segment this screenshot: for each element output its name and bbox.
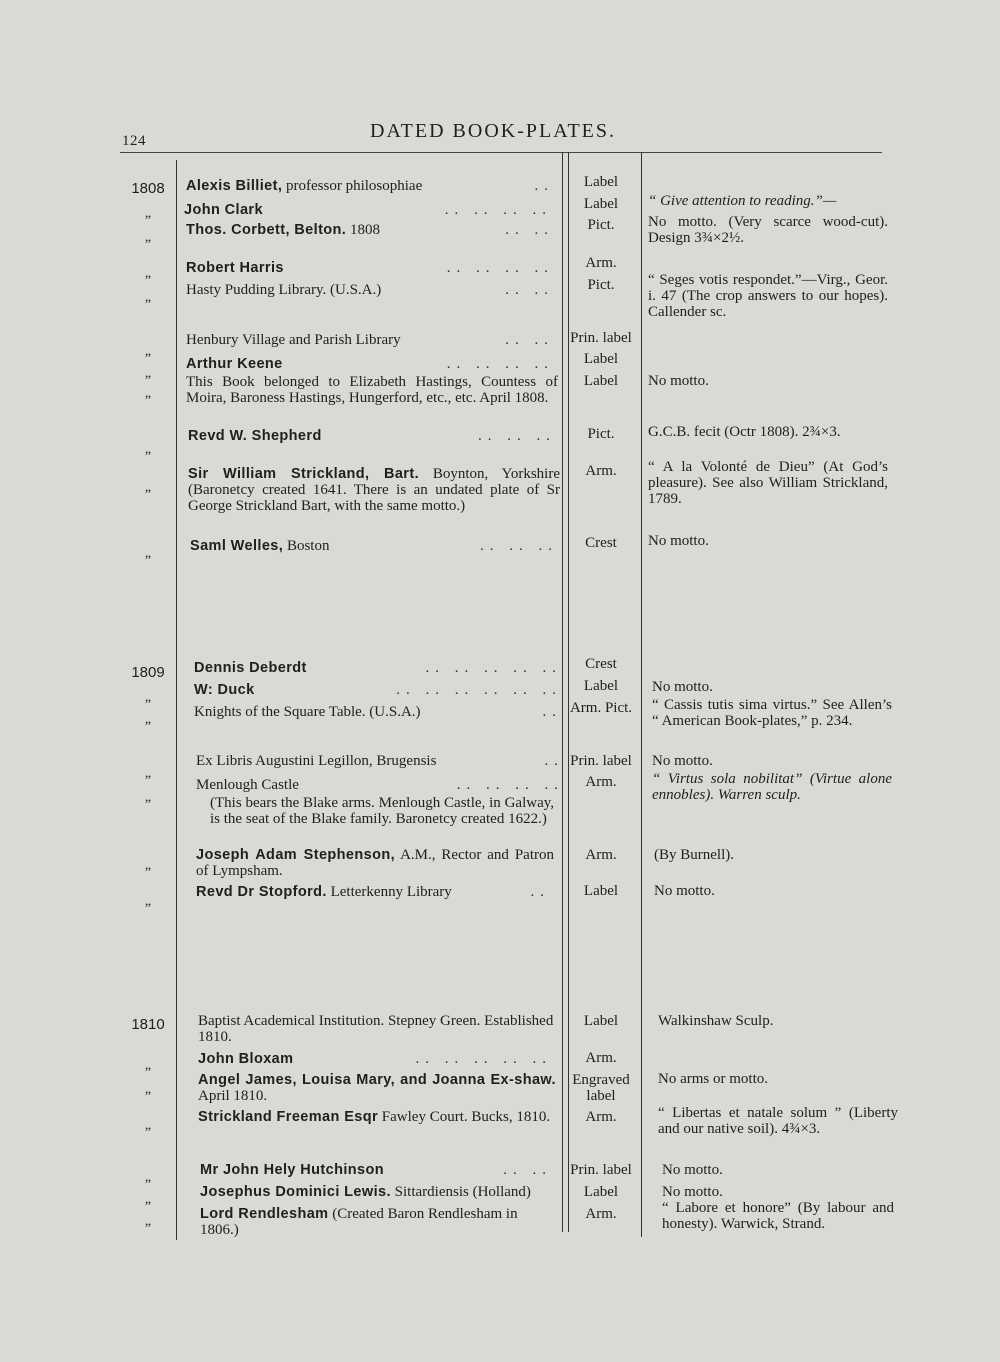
entry-name: Revd Dr Stopford. Letterkenny Library ..: [196, 884, 550, 900]
entry-kind: Arm.: [585, 1050, 617, 1066]
entry-name: [200, 1206, 556, 1238]
entry-note: No motto.: [652, 679, 713, 695]
entry-name: John Bloxam .. .. .. .. ..: [198, 1051, 552, 1067]
entry-date: „: [144, 1170, 152, 1185]
entry-date: „: [144, 1214, 152, 1229]
entry-date: „: [144, 480, 152, 495]
entry-name: Dennis Deberdt .. .. .. .. ..: [194, 660, 562, 676]
entry-note: “ Seges votis respondet.”—Virg., Geor. i. 47 (The crop answers to our hopes). Callender sc.: [648, 272, 888, 320]
entry-date: „: [144, 1058, 152, 1073]
entry-name-rest: Henbury Village and Parish Library: [186, 332, 401, 348]
entry-note: (By Burnell).: [654, 847, 734, 863]
entry-name: Baptist Academical Institution. Stepney Green. Established 1810.: [198, 1013, 554, 1045]
entry-note: No motto.: [654, 883, 715, 899]
entry-name-rest: Boynton, Yorkshire (Baronetcy created 1641. There is an undated plate of Sr George Strickland Bart, with the same motto.): [188, 466, 560, 514]
entry-name: [198, 1072, 556, 1104]
entry-name-bold: Alexis Billiet,: [186, 178, 283, 194]
entry-name-bold: Saml Welles,: [190, 538, 284, 554]
entry-name-rest: Boston: [283, 538, 330, 554]
entry-note-text: “ Give attention to reading.”—: [648, 193, 837, 209]
entry-kind: Arm.: [585, 463, 617, 479]
entry-name-bold: Mr John Hely Hutchinson: [200, 1162, 385, 1178]
page-title: DATED BOOK-PLATES.: [370, 120, 616, 142]
entry-date: „: [144, 1082, 152, 1097]
entry-name: Thos. Corbett, Belton. 1808 .. ..: [186, 222, 554, 238]
entry-note: “ Libertas et natale solum ” (Liberty and our native soil). 4¾×3.: [658, 1105, 898, 1137]
entry-note: No motto.: [662, 1184, 723, 1200]
entry-date: „: [144, 230, 152, 245]
entry-kind: Label: [583, 678, 619, 694]
entry-date: „: [144, 386, 152, 401]
entry-note-text: “ Virtus sola nobilitat” (Virtue alone ennobles). Warren sculp.: [652, 771, 892, 803]
entry-name-rest: Letterkenny Library: [326, 884, 452, 900]
header-rule: [120, 152, 882, 153]
entry-name-rest: Fawley Court. Bucks, 1810.: [378, 1109, 551, 1125]
entry-name-bold: Strickland Freeman Esqr: [198, 1109, 379, 1125]
entry-name: Henbury Village and Parish Library .. ..: [186, 332, 554, 348]
entry-name-rest: A.M., Rector and Patron of Lympsham.: [196, 847, 554, 879]
entry-kind: Arm.: [585, 255, 617, 271]
entry-kind: Engraved label: [572, 1072, 630, 1104]
entry-kind: Label: [583, 196, 619, 212]
entry-kind: Arm.: [585, 847, 617, 863]
entry-name-rest: Ex Libris Augustini Legillon, Brugensis: [196, 753, 437, 769]
entry-name-bold: Lord Rendlesham: [200, 1206, 329, 1222]
entry-note: No motto.: [648, 533, 709, 549]
entry-name-rest: (Created Baron Rendlesham in 1806.): [200, 1206, 518, 1238]
entry-name: Mr John Hely Hutchinson .. ..: [200, 1162, 552, 1178]
entry-name-bold: W: Duck: [194, 682, 255, 698]
entry-name: [188, 466, 560, 514]
entry-name: Ex Libris Augustini Legillon, Brugensis ..: [196, 753, 564, 769]
entry-date: „: [144, 690, 152, 705]
entry-kind: Pict.: [587, 217, 615, 233]
entry-name: Menlough Castle .. .. .. ..: [196, 777, 564, 793]
entry-name-rest: Hasty Pudding Library. (U.S.A.): [186, 282, 382, 298]
entry-note: [648, 193, 888, 209]
column-rule-kind: [641, 152, 642, 1237]
entry-name-bold: Revd W. Shepherd: [188, 428, 322, 444]
entry-name: [196, 847, 554, 879]
entry-date: 1810: [131, 1016, 165, 1033]
entry-name: Saml Welles, Boston .. .. ..: [190, 538, 558, 554]
entry-date: „: [144, 442, 152, 457]
entry-name-bold: Dennis Deberdt: [194, 660, 307, 676]
entry-note: No motto. (Very scarce wood-cut). Design 3¾×2½.: [648, 214, 888, 246]
entry-name-bold: John Bloxam: [198, 1051, 294, 1067]
entry-date: „: [144, 894, 152, 909]
entry-kind: Pict.: [587, 277, 615, 293]
entry-note: Walkinshaw Sculp.: [658, 1013, 774, 1029]
entry-kind: Label: [583, 883, 619, 899]
entry-name: [198, 1109, 556, 1125]
entry-kind: Arm.: [585, 774, 617, 790]
entry-date: „: [144, 1192, 152, 1207]
entry-name-rest: April 1810.: [198, 1088, 268, 1104]
entry-name-bold: Angel James, Louisa Mary, and Joanna Ex-shaw.: [198, 1072, 556, 1088]
entry-kind: Prin. label: [570, 1162, 632, 1178]
entry-kind: Prin. label: [570, 330, 632, 346]
entry-date: „: [144, 1118, 152, 1133]
entry-date: „: [144, 858, 152, 873]
entry-date: 1808: [131, 180, 165, 197]
entry-name-bold: John Clark: [184, 202, 263, 218]
entry-name-bold: Arthur Keene: [186, 356, 283, 372]
entry-name-rest: Menlough Castle: [196, 777, 299, 793]
entry-kind: Label: [583, 1013, 619, 1029]
entry-note: No motto.: [652, 753, 713, 769]
entry-date: „: [144, 344, 152, 359]
entry-date: „: [144, 206, 152, 221]
entry-name: Knights of the Square Table. (U.S.A.) ..: [194, 704, 562, 720]
entry-name: John Clark .. .. .. ..: [184, 202, 552, 218]
entry-kind: Arm. Pict.: [569, 700, 633, 716]
entry-name-bold: Revd Dr Stopford.: [196, 884, 327, 900]
entry-name-bold: Thos. Corbett, Belton.: [186, 222, 347, 238]
entry-name: W: Duck .. .. .. .. .. ..: [194, 682, 562, 698]
entry-note: “ Cassis tutis sima virtus.” See Allen’s “ American Book-plates,” p. 234.: [652, 697, 892, 729]
entry-date: „: [144, 290, 152, 305]
entry-date: „: [144, 712, 152, 727]
entry-kind: Crest: [585, 656, 617, 672]
entry-kind: Label: [583, 373, 619, 389]
entry-note-parenthetical: (This bears the Blake arms. Menlough Castle, in Galway, is the seat of the Blake family. Baronetcy created 1622.): [210, 795, 554, 827]
entry-date: „: [144, 766, 152, 781]
entry-name-bold: Josephus Dominici Lewis.: [200, 1184, 391, 1200]
entry-kind: Prin. label: [570, 753, 632, 769]
entry-note: No motto.: [662, 1162, 723, 1178]
entry-note: G.C.B. fecit (Octr 1808). 2¾×3.: [648, 424, 841, 440]
entry-name-rest: Sittardiensis (Holland): [390, 1184, 531, 1200]
entry-name-bold: Robert Harris: [186, 260, 284, 276]
entry-date: 1809: [131, 664, 165, 681]
entry-date: „: [144, 546, 152, 561]
entry-kind: Label: [583, 1184, 619, 1200]
entry-kind: Label: [583, 351, 619, 367]
entry-note: “ A la Volonté de Dieu” (At God’s pleasure). See also William Strickland, 1789.: [648, 459, 888, 507]
entry-note: No arms or motto.: [658, 1071, 768, 1087]
entry-date: „: [144, 790, 152, 805]
entry-note: [652, 771, 892, 803]
entry-name: Hasty Pudding Library. (U.S.A.) .. ..: [186, 282, 554, 298]
entry-kind: Arm.: [585, 1206, 617, 1222]
entry-kind: Crest: [585, 535, 617, 551]
entry-name: Robert Harris .. .. .. ..: [186, 260, 554, 276]
entry-name: [200, 1184, 570, 1200]
entry-name-rest: professor philosophiae: [282, 178, 423, 194]
entry-kind: Pict.: [587, 426, 615, 442]
entry-name: This Book belonged to Elizabeth Hastings, Countess of Moira, Baroness Hastings, Hungerford, etc., etc. April 1808.: [186, 374, 558, 406]
column-rule-date: [176, 160, 177, 1240]
entry-kind: Arm.: [585, 1109, 617, 1125]
entry-note: “ Labore et honore” (By labour and honesty). Warwick, Strand.: [662, 1200, 894, 1232]
entry-name: Revd W. Shepherd .. .. ..: [188, 428, 556, 444]
entry-kind: Label: [583, 174, 619, 190]
entry-name-rest: 1808: [346, 222, 380, 238]
entry-date: „: [144, 366, 152, 381]
entry-name-rest: Knights of the Square Table. (U.S.A.): [194, 704, 421, 720]
entry-name: Arthur Keene .. .. .. ..: [186, 356, 554, 372]
entry-name-bold: Joseph Adam Stephenson,: [196, 847, 396, 863]
entry-name-bold: Sir William Strickland, Bart.: [188, 466, 420, 482]
entry-name: Alexis Billiet, professor philosophiae ..: [186, 178, 554, 194]
page-number: 124: [122, 133, 146, 149]
entry-note: No motto.: [648, 373, 709, 389]
entry-date: „: [144, 266, 152, 281]
